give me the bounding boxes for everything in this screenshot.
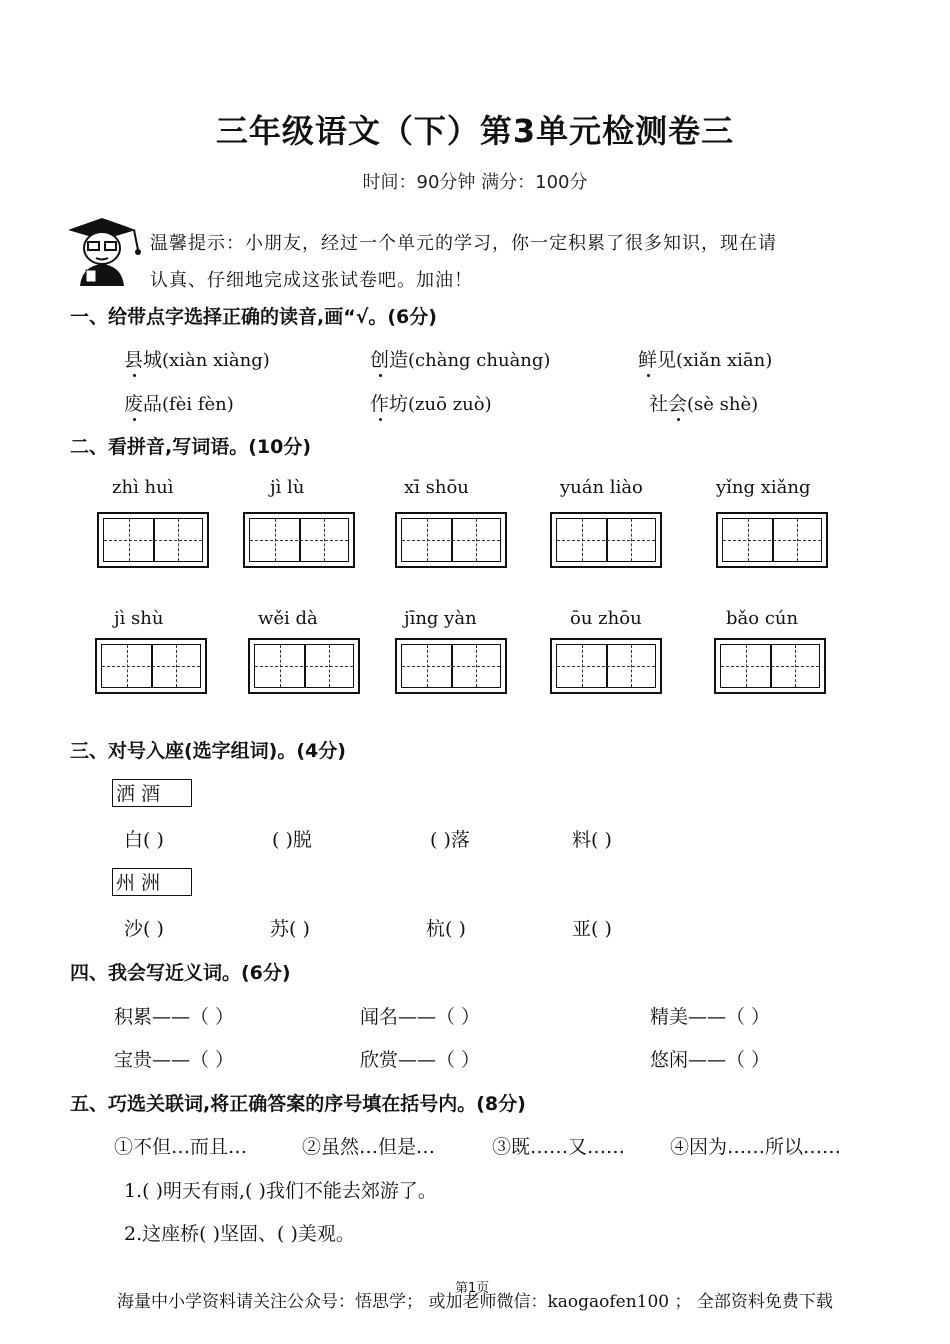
writing-grid[interactable] xyxy=(95,638,207,694)
exam-meta: 时间：90分钟 满分：100分 xyxy=(362,172,588,193)
page-title: 三年级语文（下）第3单元检测卷三 xyxy=(215,112,735,150)
writing-grid[interactable] xyxy=(550,512,662,568)
conjunction-option: ④因为……所以…… xyxy=(670,1136,842,1158)
section-2-heading: 二、看拼音,写词语。(10分) xyxy=(70,436,312,458)
pinyin-label: ōu zhōu xyxy=(570,608,642,629)
pinyin-label: zhì huì xyxy=(112,477,174,498)
pronunciation-item: 鲜见(xiǎn xiān) xyxy=(638,349,773,371)
fill-blank[interactable]: ( )落 xyxy=(430,829,470,851)
pinyin-label: bǎo cún xyxy=(726,608,799,629)
writing-grid[interactable] xyxy=(716,512,828,568)
synonym-blank[interactable]: 欣赏——（ ） xyxy=(360,1049,481,1071)
pronunciation-item: 县城(xiàn xiàng) xyxy=(124,349,270,371)
pronunciation-item: 社会(sè shè) xyxy=(649,393,759,415)
conjunction-option: ①不但…而且… xyxy=(114,1136,248,1158)
fill-blank[interactable]: 白( ) xyxy=(124,829,164,851)
fill-blank[interactable]: ( )脱 xyxy=(272,829,312,851)
fill-blank[interactable]: 亚( ) xyxy=(572,918,612,940)
question-2[interactable]: 2.这座桥( )坚固、( )美观。 xyxy=(124,1223,355,1245)
pronunciation-item: 作坊(zuō zuò) xyxy=(370,393,492,415)
section-4-heading: 四、我会写近义词。(6分) xyxy=(70,962,291,984)
pinyin-label: yǐng xiǎng xyxy=(716,477,811,498)
character-choice-box: 州 洲 xyxy=(112,868,192,896)
writing-grid[interactable] xyxy=(550,638,662,694)
section-1-heading: 一、给带点字选择正确的读音,画“√。(6分) xyxy=(70,306,437,328)
conjunction-option: ②虽然…但是… xyxy=(302,1136,436,1158)
pinyin-label: xī shōu xyxy=(404,477,469,498)
pinyin-label: jīng yàn xyxy=(404,608,477,629)
conjunction-option: ③既……又…… xyxy=(492,1136,626,1158)
pronunciation-item: 废品(fèi fèn) xyxy=(124,393,234,415)
fill-blank[interactable]: 沙( ) xyxy=(124,918,164,940)
writing-grid[interactable] xyxy=(395,638,507,694)
section-3-heading: 三、对号入座(选字组词)。(4分) xyxy=(70,740,346,762)
fill-blank[interactable]: 苏( ) xyxy=(270,918,310,940)
pinyin-label: jì shù xyxy=(114,608,164,629)
fill-blank[interactable]: 杭( ) xyxy=(426,918,466,940)
writing-grid[interactable] xyxy=(714,638,826,694)
doctor-cap-kid-icon xyxy=(58,214,144,286)
writing-grid[interactable] xyxy=(248,638,360,694)
writing-grid[interactable] xyxy=(243,512,355,568)
tip-line-1: 温馨提示：小朋友，经过一个单元的学习，你一定积累了很多知识，现在请 xyxy=(150,233,777,254)
synonym-blank[interactable]: 悠闲——（ ） xyxy=(650,1049,771,1071)
pinyin-label: jì lù xyxy=(270,477,305,498)
pinyin-label: wěi dà xyxy=(258,608,318,629)
synonym-blank[interactable]: 精美——（ ） xyxy=(650,1006,771,1028)
question-1[interactable]: 1.( )明天有雨,( )我们不能去郊游了。 xyxy=(124,1180,437,1202)
synonym-blank[interactable]: 积累——（ ） xyxy=(114,1006,235,1028)
footer-notice: 海量中小学资料请关注公众号：悟思学； 或加老师微信：kaogaofen100 ； 全部资料免费下载 xyxy=(117,1292,833,1312)
synonym-blank[interactable]: 宝贵——（ ） xyxy=(114,1049,235,1071)
fill-blank[interactable]: 料( ) xyxy=(572,829,612,851)
writing-grid[interactable] xyxy=(97,512,209,568)
page-number: 第1页 xyxy=(455,1281,490,1296)
pronunciation-item: 创造(chàng chuàng) xyxy=(370,349,551,371)
synonym-blank[interactable]: 闻名——（ ） xyxy=(360,1006,481,1028)
tip-line-2: 认真、仔细地完成这张试卷吧。加油！ xyxy=(150,270,473,291)
pinyin-label: yuán liào xyxy=(560,477,643,498)
section-5-heading: 五、巧选关联词,将正确答案的序号填在括号内。(8分) xyxy=(70,1093,526,1115)
character-choice-box: 洒 酒 xyxy=(112,779,192,807)
writing-grid[interactable] xyxy=(395,512,507,568)
